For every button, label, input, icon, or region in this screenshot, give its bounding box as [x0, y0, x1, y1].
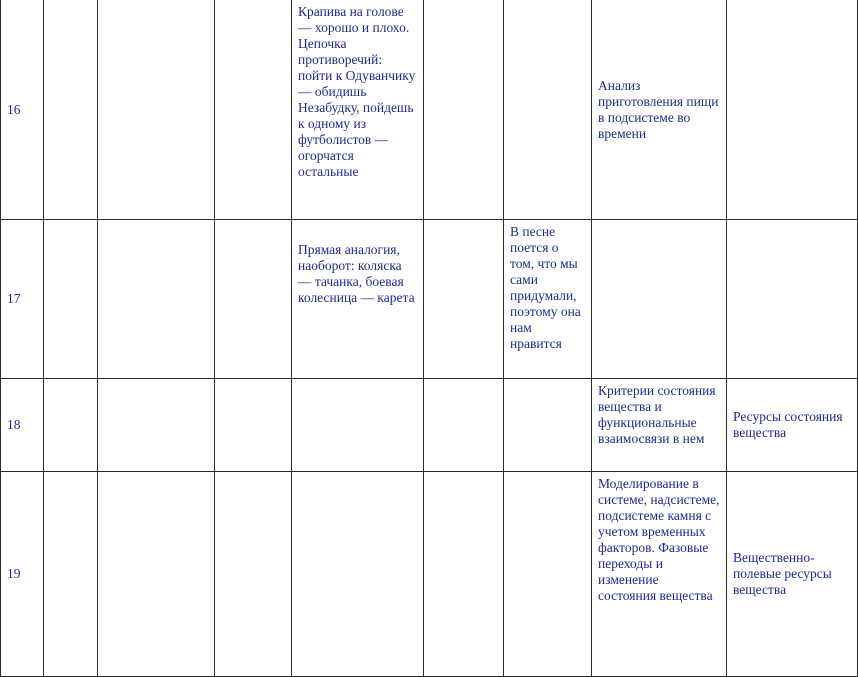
- table-cell: [727, 0, 858, 220]
- table-cell: В песне поется о том, что мы сами придумали, поэтому она нам нравится: [504, 220, 592, 379]
- table-row: [1, 472, 858, 677]
- row-number: 18: [1, 379, 44, 472]
- table-cell: [215, 220, 292, 379]
- table-cell: [44, 0, 98, 220]
- row-number: 19: [1, 472, 44, 677]
- table-cell: [424, 379, 504, 472]
- table-cell: Анализ приготовления пищи в подсистеме во времени: [592, 0, 727, 220]
- row-number: 17: [1, 220, 44, 379]
- table-cell: [44, 472, 98, 677]
- table-cell: [215, 0, 292, 220]
- table-cell: [424, 220, 504, 379]
- table-cell: [504, 0, 592, 220]
- row-number: 16: [1, 0, 44, 220]
- table-cell: [504, 472, 592, 677]
- table-cell: [727, 220, 858, 379]
- table-cell: Ресурсы состояния вещества: [727, 379, 858, 472]
- table-cell: [98, 472, 215, 677]
- table-cell: [98, 0, 215, 220]
- table-cell: [424, 0, 504, 220]
- table-cell: [424, 472, 504, 677]
- table-cell: [44, 220, 98, 379]
- table-row: [1, 220, 858, 379]
- table-cell: [215, 472, 292, 677]
- table-cell: [44, 379, 98, 472]
- table-cell: [292, 472, 424, 677]
- table-cell: [98, 379, 215, 472]
- table-cell: Критерии состояния вещества и функциональные взаимосвязи в нем: [592, 379, 727, 472]
- table-cell: [215, 379, 292, 472]
- table-cell: Вещественно-полевые ресурсы вещества: [727, 472, 858, 677]
- table-cell: [592, 220, 727, 379]
- table-cell: [98, 220, 215, 379]
- table-cell: [504, 379, 592, 472]
- table-row: [1, 379, 858, 472]
- table-cell: Прямая аналогия, наоборот: коляска — тачанка, боевая колесница — карета: [292, 220, 424, 379]
- table-cell: Моделирование в системе, надсистеме, подсистеме камня с учетом временных факторов. Фазовые переходы и изменение состояния вещества: [592, 472, 727, 677]
- table-row: [1, 0, 858, 220]
- table-cell: [292, 379, 424, 472]
- table-cell: Крапива на голове — хорошо и плохо. Цепочка противоречий: пойти к Одуванчику — обидишь Незабудку, пойдешь к одному из футболистов — огорчатся остальные: [292, 0, 424, 220]
